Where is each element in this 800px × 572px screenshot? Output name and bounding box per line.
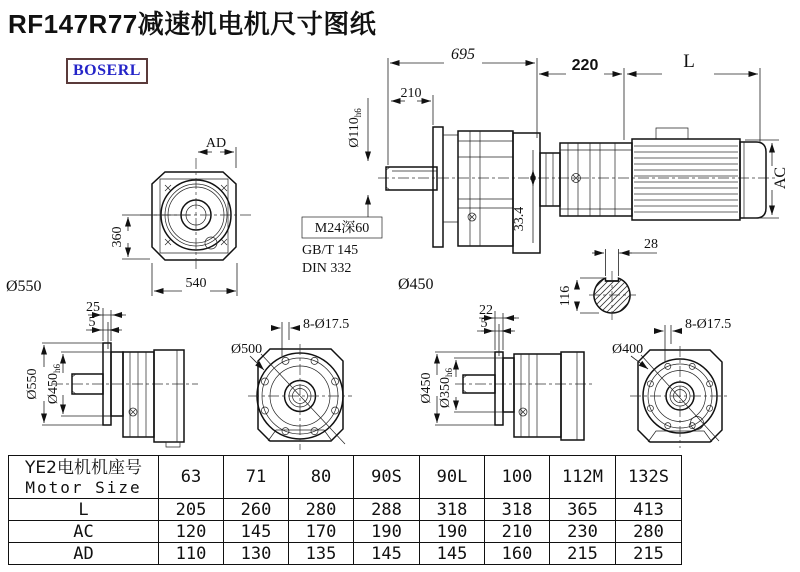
cell: 230 bbox=[550, 521, 616, 543]
tap-hole-label: M24深60 bbox=[314, 221, 370, 236]
cell: 210 bbox=[485, 521, 550, 543]
front-view-flange-label: Ø550 bbox=[6, 278, 42, 295]
header-cn: YE2电机机座号 bbox=[25, 457, 142, 478]
dim-695-label: 695 bbox=[451, 46, 475, 63]
flange-d-holes-label: 8-Ø17.5 bbox=[685, 317, 732, 332]
dim-220-label: 220 bbox=[571, 57, 599, 74]
col-63: 63 bbox=[159, 456, 224, 499]
cell: 413 bbox=[616, 499, 682, 521]
row-label: AD bbox=[9, 543, 159, 565]
cell: 288 bbox=[354, 499, 420, 521]
flange-a-spigot-label: $Ø450_{h6}$ bbox=[46, 363, 62, 405]
brand-logo: BOSERL bbox=[66, 58, 148, 84]
col-112m: 112M bbox=[550, 456, 616, 499]
row-label: L bbox=[9, 499, 159, 521]
dim-22-label: 22 bbox=[479, 303, 493, 318]
dim-210-label: 210 bbox=[400, 86, 422, 101]
flange-view-a bbox=[25, 300, 198, 447]
table-row-ad bbox=[9, 543, 682, 565]
table-row-l bbox=[9, 499, 682, 521]
cell: 145 bbox=[354, 543, 420, 565]
dim-25-label: 25 bbox=[86, 300, 100, 315]
cell: 318 bbox=[485, 499, 550, 521]
cell: 110 bbox=[159, 543, 224, 565]
flange-b-outer-label: Ø500 bbox=[231, 342, 263, 357]
cell: 145 bbox=[420, 543, 485, 565]
col-90s: 90S bbox=[354, 456, 420, 499]
row-label: AC bbox=[9, 521, 159, 543]
cell: 170 bbox=[289, 521, 354, 543]
cell: 215 bbox=[550, 543, 616, 565]
header-en: Motor Size bbox=[25, 477, 142, 497]
table-row-ac bbox=[9, 521, 682, 543]
flange-d-outer-label: Ø400 bbox=[612, 342, 644, 357]
cell: 135 bbox=[289, 543, 354, 565]
dim-l-label: L bbox=[683, 51, 695, 72]
flange-c-outer-label: Ø450 bbox=[419, 372, 434, 404]
side-view-flange-label: Ø450 bbox=[398, 276, 434, 293]
table-header-row bbox=[9, 456, 682, 499]
col-132s: 132S bbox=[616, 456, 682, 499]
dim-ac-label: AC bbox=[772, 166, 789, 190]
cell: 365 bbox=[550, 499, 616, 521]
cell: 205 bbox=[159, 499, 224, 521]
std-gbt-label: GB/T 145 bbox=[302, 243, 359, 258]
dim-ad-label: AD bbox=[205, 136, 227, 151]
cell: 318 bbox=[420, 499, 485, 521]
cell: 120 bbox=[159, 521, 224, 543]
cell: 130 bbox=[224, 543, 289, 565]
dim-540-label: 540 bbox=[185, 276, 207, 291]
shaft-section bbox=[558, 237, 658, 320]
col-80: 80 bbox=[289, 456, 354, 499]
flange-c-spigot-label: $Ø350_{h6}$ bbox=[438, 367, 454, 409]
cell: 260 bbox=[224, 499, 289, 521]
flange-a-outer-label: Ø550 bbox=[25, 368, 40, 400]
shaft-dia-label: $Ø110_{h6}$ bbox=[347, 108, 363, 148]
cell: 280 bbox=[289, 499, 354, 521]
key-height-label: 116 bbox=[558, 285, 573, 307]
side-view bbox=[302, 46, 789, 293]
flange-view-b bbox=[231, 317, 352, 450]
dim-360-label: 360 bbox=[110, 226, 125, 248]
flange-view-c bbox=[419, 303, 592, 440]
flange-view-d bbox=[612, 317, 731, 448]
front-view bbox=[6, 136, 252, 296]
col-71: 71 bbox=[224, 456, 289, 499]
dim-5a-label: 5 bbox=[88, 315, 96, 330]
dim-5c-label: 5 bbox=[480, 316, 488, 331]
cell: 215 bbox=[616, 543, 682, 565]
cell: 190 bbox=[420, 521, 485, 543]
flange-b-holes-label: 8-Ø17.5 bbox=[303, 317, 350, 332]
col-100: 100 bbox=[485, 456, 550, 499]
table-header-cell bbox=[9, 456, 159, 499]
key-width-label: 28 bbox=[644, 237, 658, 252]
page-title: RF147R77减速机电机尺寸图纸 bbox=[8, 9, 377, 39]
cell: 280 bbox=[616, 521, 682, 543]
cell: 160 bbox=[485, 543, 550, 565]
std-din-label: DIN 332 bbox=[302, 261, 352, 276]
col-90l: 90L bbox=[420, 456, 485, 499]
dim-334-label: 33.4 bbox=[512, 206, 527, 232]
cell: 145 bbox=[224, 521, 289, 543]
motor-size-table bbox=[8, 455, 682, 565]
cell: 190 bbox=[354, 521, 420, 543]
